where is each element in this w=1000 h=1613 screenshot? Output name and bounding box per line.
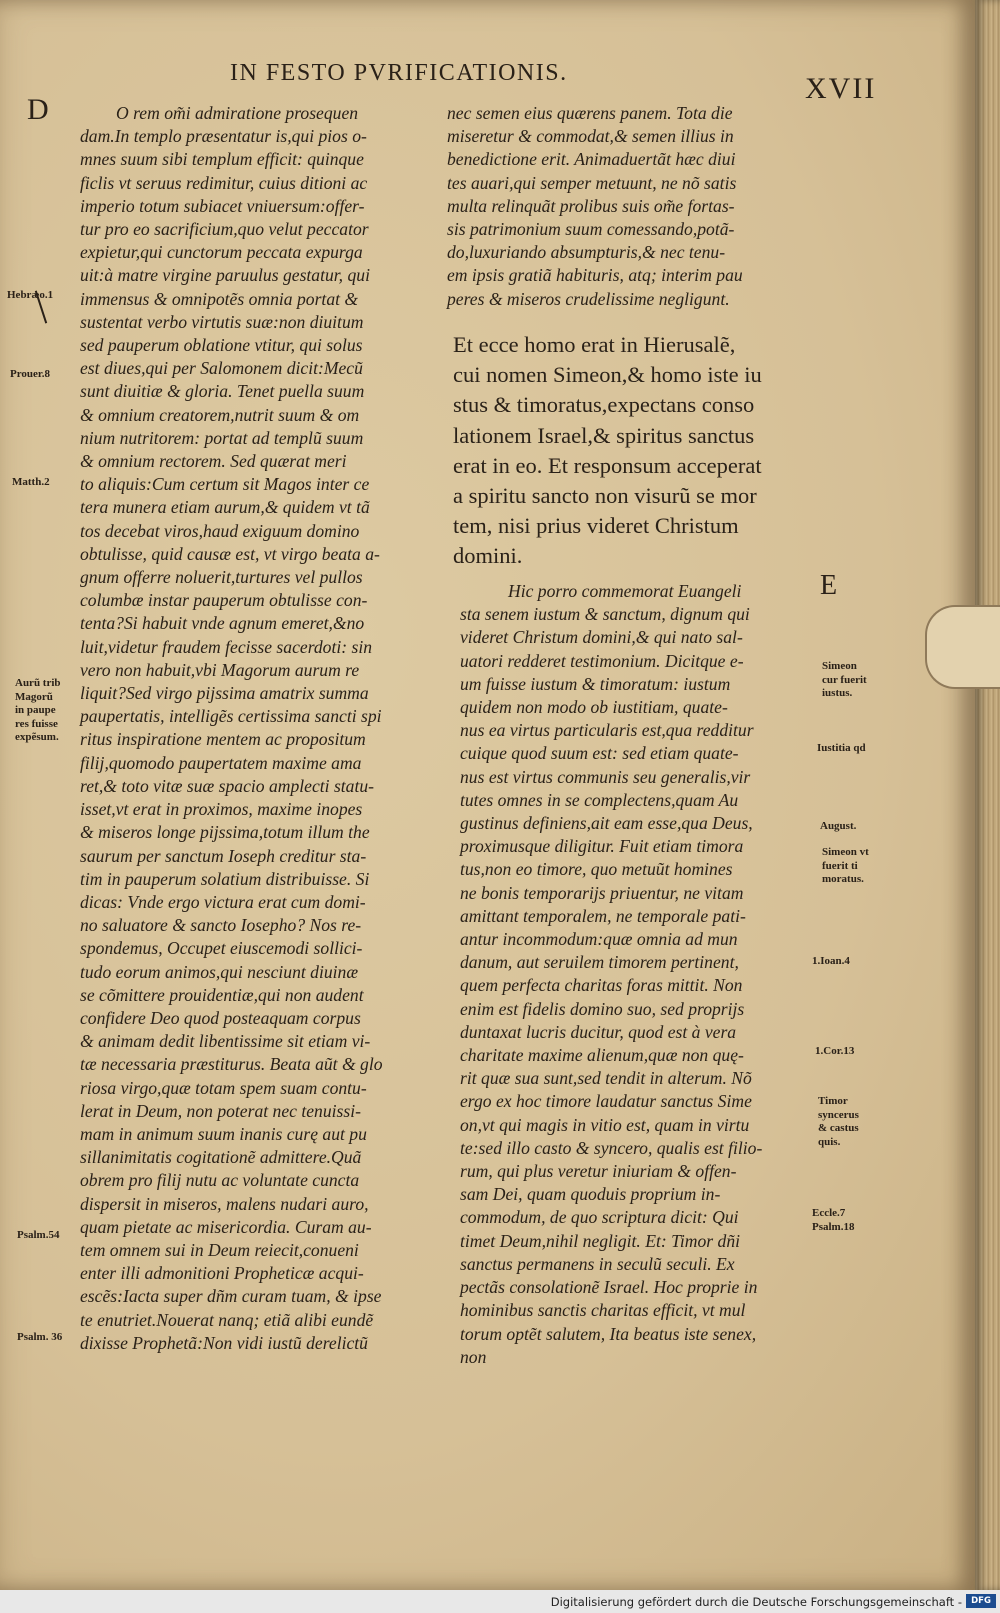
margin-note-line: 1.Ioan.4 [812, 955, 850, 967]
margin-note-line: Prouer.8 [10, 368, 51, 380]
text-line: riosa virgo,quæ totam spem suam contu- [80, 1077, 367, 1098]
text-line: ritus inspiratione mentem ac propositum [80, 729, 366, 750]
text-line: quem perfecta charitas foras mittit. Non [460, 975, 743, 996]
text-line: tos decebat viros,haud exiguum domino [80, 520, 360, 541]
margin-note-line: in paupe [15, 704, 56, 716]
right-text-column-bottom [460, 580, 810, 1369]
margin-note-line: Eccle.7 [812, 1207, 846, 1219]
text-line: amittant temporalem, ne temporale pati- [460, 905, 746, 926]
text-line: gustinus definiens,ait eam esse,qua Deus, [460, 813, 753, 834]
margin-note-line: 1.Cor.13 [815, 1045, 855, 1057]
text-line: commodum, de quo scriptura dicit: Qui [460, 1207, 739, 1228]
margin-note-eccle [812, 1207, 854, 1234]
text-line: mnes suum sibi templum efficit: quinque [80, 149, 364, 170]
text-line: dam.In templo præsentatur is,qui pios o- [80, 126, 367, 147]
margin-note-prouer [10, 368, 50, 382]
margin-note-line: syncerus [818, 1108, 859, 1121]
text-line: imperio totum subiacet vniuersum:offer- [80, 195, 365, 216]
text-line: miseretur & commodat,& semen illius in [447, 126, 734, 147]
text-line: vero non habuit,vbi Magorum aurum re [80, 659, 360, 680]
text-line: tem, nisi prius videret Christum [453, 513, 739, 539]
text-line: nus est virtus communis seu generalis,vir [460, 766, 751, 787]
text-line: no saluatore & sancto Iosepho? Nos re- [80, 915, 362, 936]
text-line: enim est fidelis domino suo, sed proprijs [460, 998, 745, 1019]
text-line: & animam dedit libentissime sit etiam vi- [80, 1031, 371, 1052]
text-line: quidem non modo ob iustitiam, quate- [460, 697, 728, 718]
text-line: escẽs:Iacta super dñm curam tuam, & ipse [80, 1286, 382, 1307]
text-line: rit quæ sua sunt,sed tendit in alterum. Nõ [460, 1068, 752, 1089]
text-line: sillanimitatis cogitationẽ admittere.Quã [80, 1147, 362, 1168]
text-line: tudo eorum animos,qui nesciunt diuinæ [80, 961, 359, 982]
text-line: sta senem iustum & sanctum, dignum qui [460, 604, 750, 625]
text-line: obrem pro filij nutu ac voluntate cuncta [80, 1170, 360, 1191]
margin-note-line: August. [820, 820, 857, 832]
text-line: Et ecce homo erat in Hierusalẽ, [453, 332, 736, 357]
text-line: sed pauperum oblatione vtitur, qui solus [80, 335, 363, 356]
text-line: Hic porro commemorat Euangeli [508, 581, 742, 601]
text-line: est diues,qui per Salomonem dicit:Mecũ [80, 358, 363, 379]
text-line: sunt diuitiæ & gloria. Tenet puella suum [80, 381, 365, 402]
text-line: pectãs consolationẽ Israel. Hoc proprie in [460, 1277, 758, 1298]
text-line: obtulisse, quid causæ est, vt virgo beata a- [80, 543, 380, 564]
text-line: nium nutritorem: portat ad templũ suum [80, 427, 364, 448]
margin-note-line: Simeon [822, 660, 857, 672]
digitization-footer [0, 1590, 1000, 1613]
text-line: paupertatis, intelligẽs certissima sancti spi [80, 706, 382, 727]
text-line: lationem Israel,& spiritus sanctus [453, 422, 755, 448]
margin-note-line: moratus. [822, 873, 864, 885]
text-line: multa relinquãt prolibus suis om̃e fortas- [447, 195, 735, 216]
text-line: tur pro eo sacrificium,quo velut peccator [80, 219, 369, 240]
section-letter-e: E [820, 570, 838, 601]
page-clip-tab [925, 605, 1000, 689]
text-line: & omnium rectorem. Sed quærat meri [80, 451, 347, 472]
margin-note-line: Magorũ [15, 690, 53, 703]
text-line: tim in pauperum solatium distribuisse. Si [80, 868, 370, 889]
text-line: cui nomen Simeon,& homo iste iu [453, 362, 762, 388]
text-line: dixisse Prophetã:Non vidi iustũ derelictũ [80, 1332, 368, 1353]
text-line: sam Dei, quam quoduis proprium in- [460, 1184, 721, 1205]
text-line: erat in eo. Et responsum acceperat [453, 452, 762, 478]
text-line: mam in animum suum inanis curę aut pu [80, 1123, 367, 1144]
text-line: confidere Deo quod posteaquam corpus [80, 1007, 361, 1028]
text-line: sustentat verbo virtutis suæ:non diuitum [80, 311, 364, 332]
text-line: domini. [453, 543, 523, 569]
text-line: filij,quomodo paupertatem maxime ama [80, 752, 362, 773]
text-line: stus & timoratus,expectans conso [453, 392, 755, 418]
text-line: a spiritu sancto non visurũ se mor [453, 483, 757, 509]
margin-note-line: Hebræo.1 [7, 289, 54, 301]
text-line: O rem om̃i admiratione prosequen [116, 103, 359, 123]
text-line: spondemus, Occupet eiuscemodi sollici- [80, 938, 363, 959]
margin-note-hebr [7, 289, 53, 303]
folio-number: XVII [805, 72, 877, 105]
margin-note-cor [815, 1045, 854, 1059]
margin-note-line: Timor [818, 1095, 848, 1107]
text-line: ne bonis temporarijs priuentur, ne vitam [460, 882, 744, 903]
text-line: benedictione erit. Animaduertãt hæc diui [447, 149, 736, 170]
text-line: nus ea virtus particularis est,qua redditur [460, 720, 754, 741]
text-line: do,luxuriando absumpturis,& nec tenu- [447, 242, 726, 263]
text-line: expietur,qui cunctorum peccata expurga [80, 242, 363, 263]
text-line: danum, aut seruilem timorem pertinent, [460, 952, 739, 973]
text-line: duntaxat lucris ducitur, quod est à vera [460, 1021, 737, 1042]
margin-note-line: quis. [818, 1135, 841, 1148]
text-line: timet Deum,nihil negligit. Et: Timor dñi [460, 1230, 741, 1251]
margin-note-line: Psalm.18 [812, 1220, 855, 1233]
text-line: ret,& toto vitæ suæ spacio amplecti statu- [80, 775, 375, 796]
dfg-logo-icon: DFG [966, 1594, 996, 1608]
margin-note-line: res fuisse [15, 717, 58, 730]
margin-note-line: Aurũ trib [15, 677, 61, 689]
margin-note-line: fuerit ti [822, 859, 858, 872]
text-line: rum, qui plus veretur iniuriam & offen- [460, 1161, 737, 1182]
text-line: gnum offerre noluerit,turtures vel pullos [80, 567, 363, 588]
text-line: uatori redderet testimonium. Dicitque e- [460, 650, 744, 671]
margin-note-ioan [812, 955, 850, 969]
text-line: se cõmittere prouidentiæ,qui non audent [80, 984, 364, 1005]
text-line: columbæ instar pauperum obtulisse con- [80, 590, 368, 611]
text-line: tes auari,qui semper metuunt, ne nõ satis [447, 172, 737, 193]
text-line: & miseros longe pijssima,totum illum the [80, 822, 370, 843]
text-line: dispersit in miseros, malens nudari auro, [80, 1193, 369, 1214]
text-line: torum optẽt salutem, Ita beatus iste senex, [460, 1323, 757, 1344]
text-line: tem omnem sui in Deum reiecit,conueni [80, 1239, 359, 1260]
left-text-column [80, 102, 430, 1355]
margin-note-simeon-timoratus [822, 846, 869, 887]
text-line: videret Christum domini,& qui nato sal- [460, 627, 743, 648]
right-text-column-top [447, 102, 807, 311]
margin-note-psalm36 [17, 1331, 62, 1345]
margin-note-line: Psalm.54 [17, 1229, 60, 1241]
text-line: quam pietate ac misericordia. Curam au- [80, 1216, 372, 1237]
text-line: um fuisse iustum & timoratum: iustum [460, 673, 731, 694]
margin-note-line: & castus [818, 1122, 859, 1134]
text-line: saurum per sanctum Ioseph creditur sta- [80, 845, 367, 866]
text-line: & omnium creatorem,nutrit suum & om [80, 404, 360, 425]
text-line: ergo ex hoc timore laudatur sanctus Sime [460, 1091, 752, 1112]
text-line: antur incommodum:quæ omnia ad mun [460, 929, 738, 950]
margin-note-matth [12, 476, 50, 490]
text-line: tæ necessaria præstiturus. Beata aũt & glo [80, 1054, 383, 1075]
text-line: liquit?Sed virgo pijssima amatrix summa [80, 683, 369, 704]
margin-note-august [820, 820, 856, 834]
section-letter-d: D [27, 93, 49, 126]
text-line: proximusque diligitur. Fuit etiam timora [460, 836, 744, 857]
text-line: non [460, 1346, 487, 1367]
text-line: lerat in Deum, non poterat nec tenuissi- [80, 1100, 361, 1121]
margin-note-line: Psalm. 36 [17, 1331, 63, 1343]
text-line: to aliquis:Cum certum sit Magos inter ce [80, 474, 370, 495]
margin-note-aurum [15, 677, 61, 745]
text-line: on,vt qui magis in vitio est, quam in virtu [460, 1114, 750, 1135]
text-line: dicas: Vnde ergo victura erat cum domi- [80, 891, 366, 912]
text-line: uit:à matre virgine paruulus gestatur, qui [80, 265, 370, 286]
text-line: cuique quod suum est: sed etiam quate- [460, 743, 739, 764]
margin-note-line: iustus. [822, 687, 853, 699]
text-line: te enutriet.Nouerat nanq; etiã alibi eundẽ [80, 1309, 374, 1330]
text-line: luit,videtur fraudem fecisse sacerdoti: sin [80, 636, 373, 657]
text-line: immensus & omnipotẽs omnia portat & [80, 288, 359, 309]
text-line: enter illi admonitioni Propheticæ acqui- [80, 1263, 364, 1284]
text-line: tera munera etiam aurum,& quidem vt tã [80, 497, 370, 518]
margin-note-timor [818, 1095, 859, 1149]
text-line: tus,non eo timore, quo metuũt homines [460, 859, 733, 880]
margin-note-iustitia [817, 742, 866, 756]
running-title: IN FESTO PVRIFICATIONIS. [230, 60, 568, 86]
text-line: sis patrimonium suum comessando,potã- [447, 219, 735, 240]
margin-note-line: cur fuerit [822, 673, 867, 686]
margin-note-line: Iustitia qd [817, 742, 866, 754]
margin-note-line: Matth.2 [12, 476, 50, 488]
scripture-quote [453, 330, 813, 572]
text-line: em ipsis gratiã habituris, atq; interim pau [447, 265, 743, 286]
footer-credit: Digitalisierung gefördert durch die Deutsche Forschungsgemeinschaft - [550, 1595, 962, 1609]
text-line: te:sed illo casto & syncero, qualis est filio- [460, 1137, 763, 1158]
text-line: peres & miseros crudelissime negligunt. [447, 288, 730, 309]
text-line: charitate maxime alienum,quæ non quę- [460, 1045, 744, 1066]
margin-note-line: Simeon vt [822, 846, 869, 858]
text-line: tenta?Si habuit vnde agnum emeret,&no [80, 613, 365, 634]
page-fore-edge [975, 0, 1000, 1590]
text-line: ficlis vt seruus redimitur, cuius ditioni ac [80, 172, 368, 193]
margin-note-simeon-iustus [822, 660, 867, 701]
margin-note-psalm54 [17, 1229, 59, 1243]
text-line: hominibus sanctis charitas efficit, vt mul [460, 1300, 746, 1321]
margin-note-line: expẽsum. [15, 731, 59, 743]
text-line: isset,vt erat in proximos, maxime inopes [80, 799, 363, 820]
text-line: sanctus permanens in seculũ seculi. Ex [460, 1253, 735, 1274]
text-line: nec semen eius quærens panem. Tota die [447, 103, 733, 123]
text-line: tutes omnes in se complectens,quam Au [460, 789, 739, 810]
